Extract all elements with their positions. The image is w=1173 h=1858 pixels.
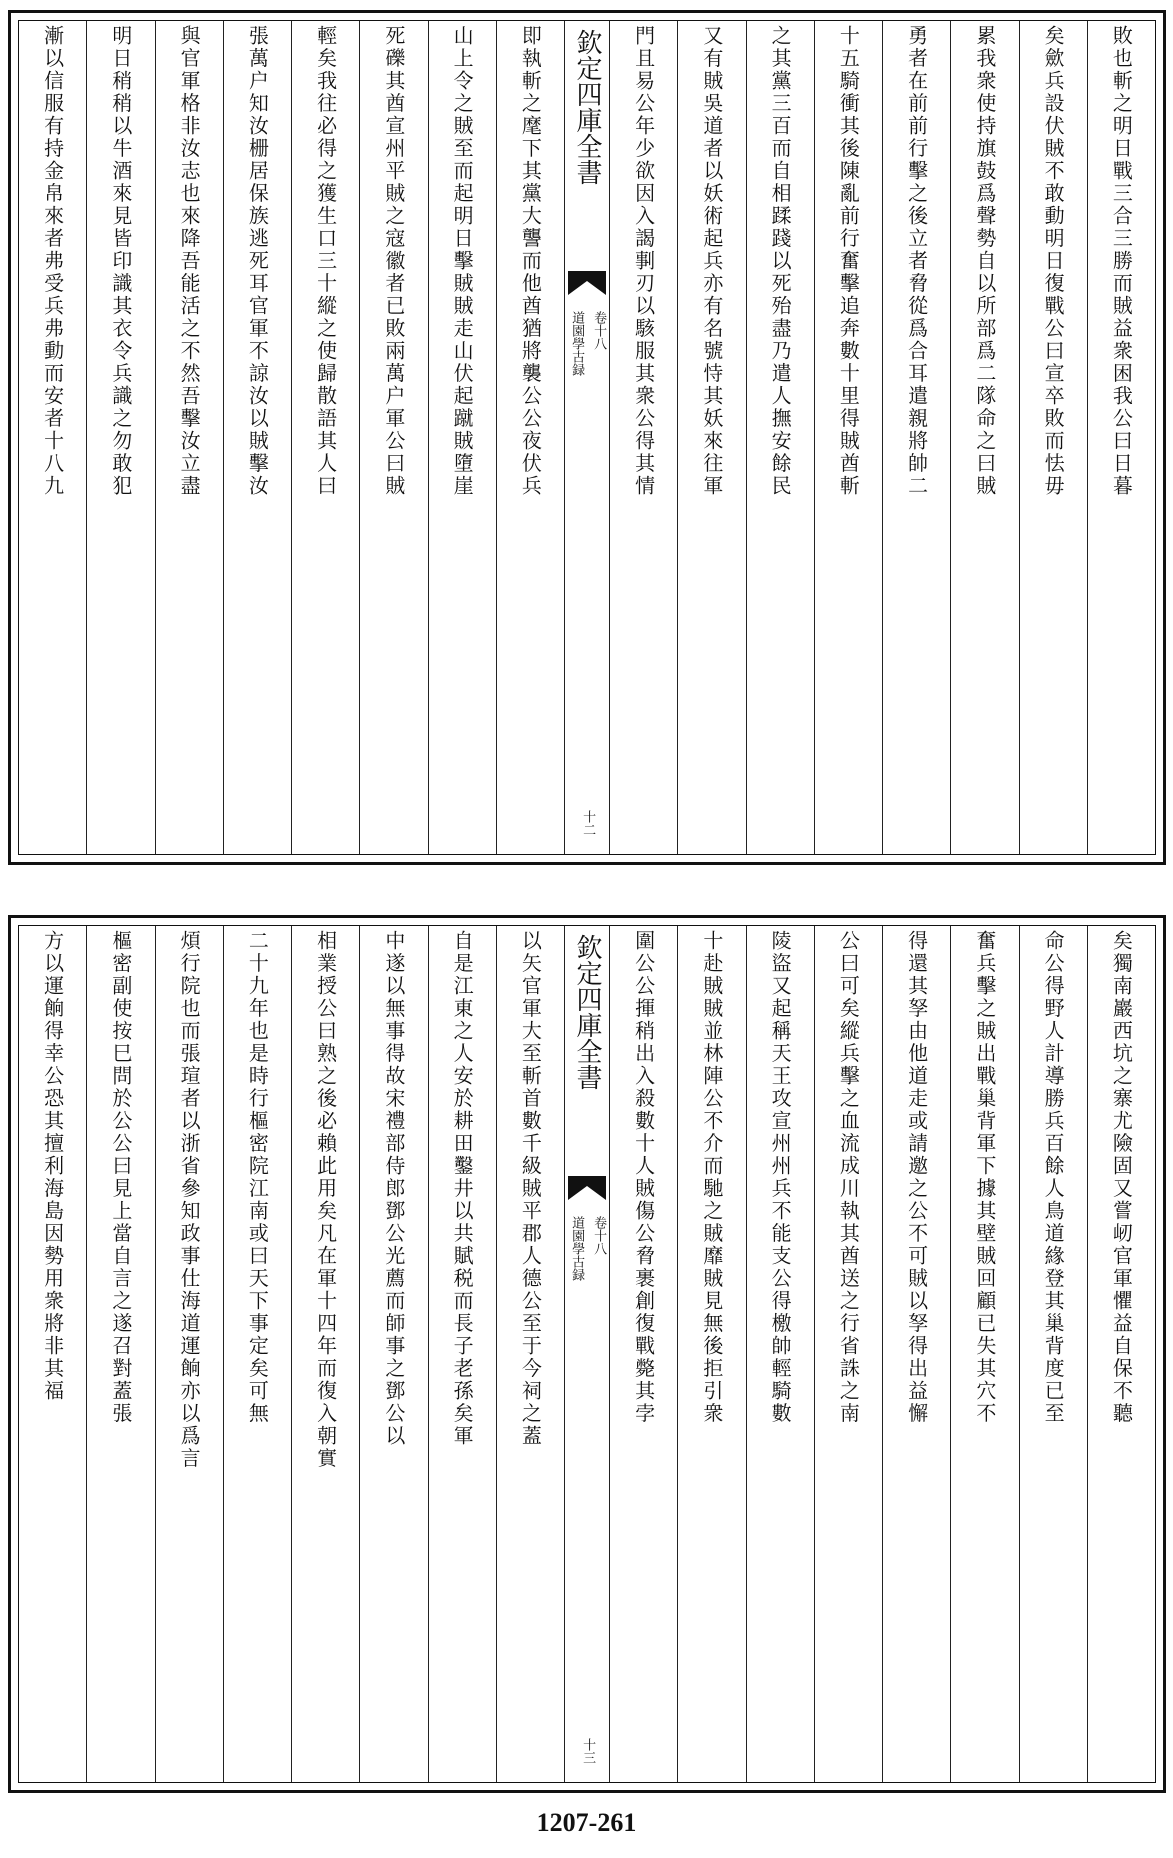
top-page-frame — [18, 20, 1156, 855]
text-column — [677, 21, 745, 854]
text-column — [86, 21, 154, 854]
text-column — [1019, 21, 1087, 854]
text-column — [19, 21, 86, 854]
series-title-text: 欽定四庫全書 — [572, 29, 602, 185]
text-column — [1087, 926, 1155, 1782]
text-column — [359, 926, 427, 1782]
column-text: 奮兵擊之賊出戰巢背軍下據其壁賊回顧已失其穴不 — [972, 930, 997, 1425]
series-title — [565, 934, 609, 1090]
fish-tail-mark-icon — [568, 1176, 606, 1200]
column-text: 死礫其酋宣州平賊之寇徽者已敗兩萬户軍公曰賊 — [381, 25, 406, 498]
column-text: 門且易公年少欲因入謁剚刃以駭服其衆公得其情 — [631, 25, 656, 498]
column-text: 山上令之賊至而起明日擊賊賊走山伏起蹴賊墮崖 — [450, 25, 475, 498]
book-title-text: 道園學古録 — [569, 311, 585, 376]
book-title — [567, 311, 585, 376]
column-text: 命公得野人計導勝兵百餘人鳥道緣登其巢背度已至 — [1041, 930, 1066, 1425]
column-text: 十五騎衝其後陳亂前行奮擊追奔數十里得賊酋斬 — [836, 25, 861, 498]
column-text: 樞密副使按巳問於公公曰見上當自言之遂召對蓋張 — [108, 930, 133, 1425]
column-text: 與官軍格非汝志也來降吾能活之不然吾擊汝立盡 — [177, 25, 202, 498]
column-text: 得還其孥由他道走或請邀之公不可賊以孥得出益懈 — [904, 930, 929, 1425]
column-text: 十赴賊賊並林陣公不介而馳之賊靡賊見無後拒引衆 — [699, 930, 724, 1425]
series-title-text: 欽定四庫全書 — [572, 934, 602, 1090]
folio-number-text: 十三 — [580, 1738, 596, 1764]
text-column — [950, 21, 1018, 854]
column-text: 方以運餉得幸公恐其擅利海島因勢用衆將非其福 — [40, 930, 65, 1403]
column-text: 之其黨三百而自相蹂踐以死殆盡乃遣人撫安餘民 — [768, 25, 793, 498]
series-title — [565, 29, 609, 185]
column-text: 漸以信服有持金帛來者弗受兵弗動而安者十八九 — [40, 25, 65, 498]
juan-number — [589, 1216, 607, 1255]
column-text: 矣歛兵設伏賊不敢動明日復戰公曰宣卒敗而怯毋 — [1041, 25, 1066, 498]
column-text: 勇者在前前行擊之後立者脅從爲合耳遣親將帥二 — [904, 25, 929, 498]
text-column — [609, 21, 677, 854]
column-text: 陵盜又起稱天王攻宣州州兵不能支公得檄帥輕騎數 — [768, 930, 793, 1425]
text-column — [19, 926, 86, 1782]
text-column — [1019, 926, 1087, 1782]
column-text: 相業授公曰熟之後必賴此用矣凡在軍十四年而復入朝實 — [313, 930, 338, 1470]
bottom-page — [8, 915, 1166, 1793]
book-title-text: 道園學古録 — [569, 1216, 585, 1281]
juan-number-text: 卷十八 — [591, 311, 607, 350]
text-column — [609, 926, 677, 1782]
column-text: 張萬户知汝栅居保族逃死耳官軍不諒汝以賊擊汝 — [245, 25, 270, 498]
center-fold-column — [564, 926, 609, 1782]
book-title — [567, 1216, 585, 1281]
page-number-footer: 1207-261 — [536, 1808, 637, 1837]
text-column — [428, 21, 496, 854]
text-column — [155, 926, 223, 1782]
text-column — [86, 926, 154, 1782]
text-column — [814, 21, 882, 854]
column-text: 自是江東之人安於耕田鑿井以共賦税而長子老孫矣軍 — [450, 930, 475, 1448]
center-fold-column — [564, 21, 609, 854]
folio-number-text: 十二 — [580, 810, 596, 836]
text-column — [291, 926, 359, 1782]
text-column — [496, 926, 564, 1782]
bottom-page-frame — [18, 925, 1156, 1783]
column-text: 二十九年也是時行樞密院江南或曰天下事定矣可無 — [245, 930, 270, 1425]
column-text: 公曰可矣縱兵擊之血流成川執其酋送之行省誅之南 — [836, 930, 861, 1425]
text-column — [496, 21, 564, 854]
column-text: 累我衆使持旗鼓爲聲勢自以所部爲二隊命之曰賊 — [972, 25, 997, 498]
text-column — [155, 21, 223, 854]
column-text: 中遂以無事得故宋禮部侍郎鄧公光薦而師事之鄧公以 — [381, 930, 406, 1448]
column-text: 即執斬之麾下其黨大讋而他酋猶將襲公公夜伏兵 — [518, 25, 543, 498]
text-column — [882, 21, 950, 854]
juan-number-text: 卷十八 — [591, 1216, 607, 1255]
column-text: 以矢官軍大至斬首數千級賊平郡人德公至于今祠之蓋 — [518, 930, 543, 1448]
top-page — [8, 10, 1166, 865]
column-text: 矣獨南巖西坑之寨尤險固又嘗屻官軍懼益自保不聽 — [1109, 930, 1134, 1425]
text-column — [291, 21, 359, 854]
text-column — [223, 21, 291, 854]
folio-number — [565, 1738, 609, 1764]
text-column — [677, 926, 745, 1782]
text-column — [746, 926, 814, 1782]
folio-number — [565, 810, 609, 836]
text-column — [814, 926, 882, 1782]
column-text: 敗也斬之明日戰三合三勝而賊益衆困我公曰日暮 — [1109, 25, 1134, 498]
text-column — [746, 21, 814, 854]
fish-tail-mark-icon — [568, 271, 606, 295]
column-text: 煩行院也而張瑄者以浙省參知政事仕海道運餉亦以爲言 — [177, 930, 202, 1470]
column-text: 輕矣我往必得之獲生口三十縱之使歸散語其人曰 — [313, 25, 338, 498]
column-text: 圍公公揮稍出入殺數十人賊傷公脅裹創復戰斃其孛 — [631, 930, 656, 1425]
column-text: 明日稍稍以牛酒來見皆印識其衣令兵識之勿敢犯 — [108, 25, 133, 498]
text-column — [1087, 21, 1155, 854]
text-column — [882, 926, 950, 1782]
text-column — [950, 926, 1018, 1782]
column-text: 又有賊吳道者以妖術起兵亦有名號恃其妖來往軍 — [699, 25, 724, 498]
text-column — [223, 926, 291, 1782]
juan-number — [589, 311, 607, 350]
text-column — [359, 21, 427, 854]
text-column — [428, 926, 496, 1782]
